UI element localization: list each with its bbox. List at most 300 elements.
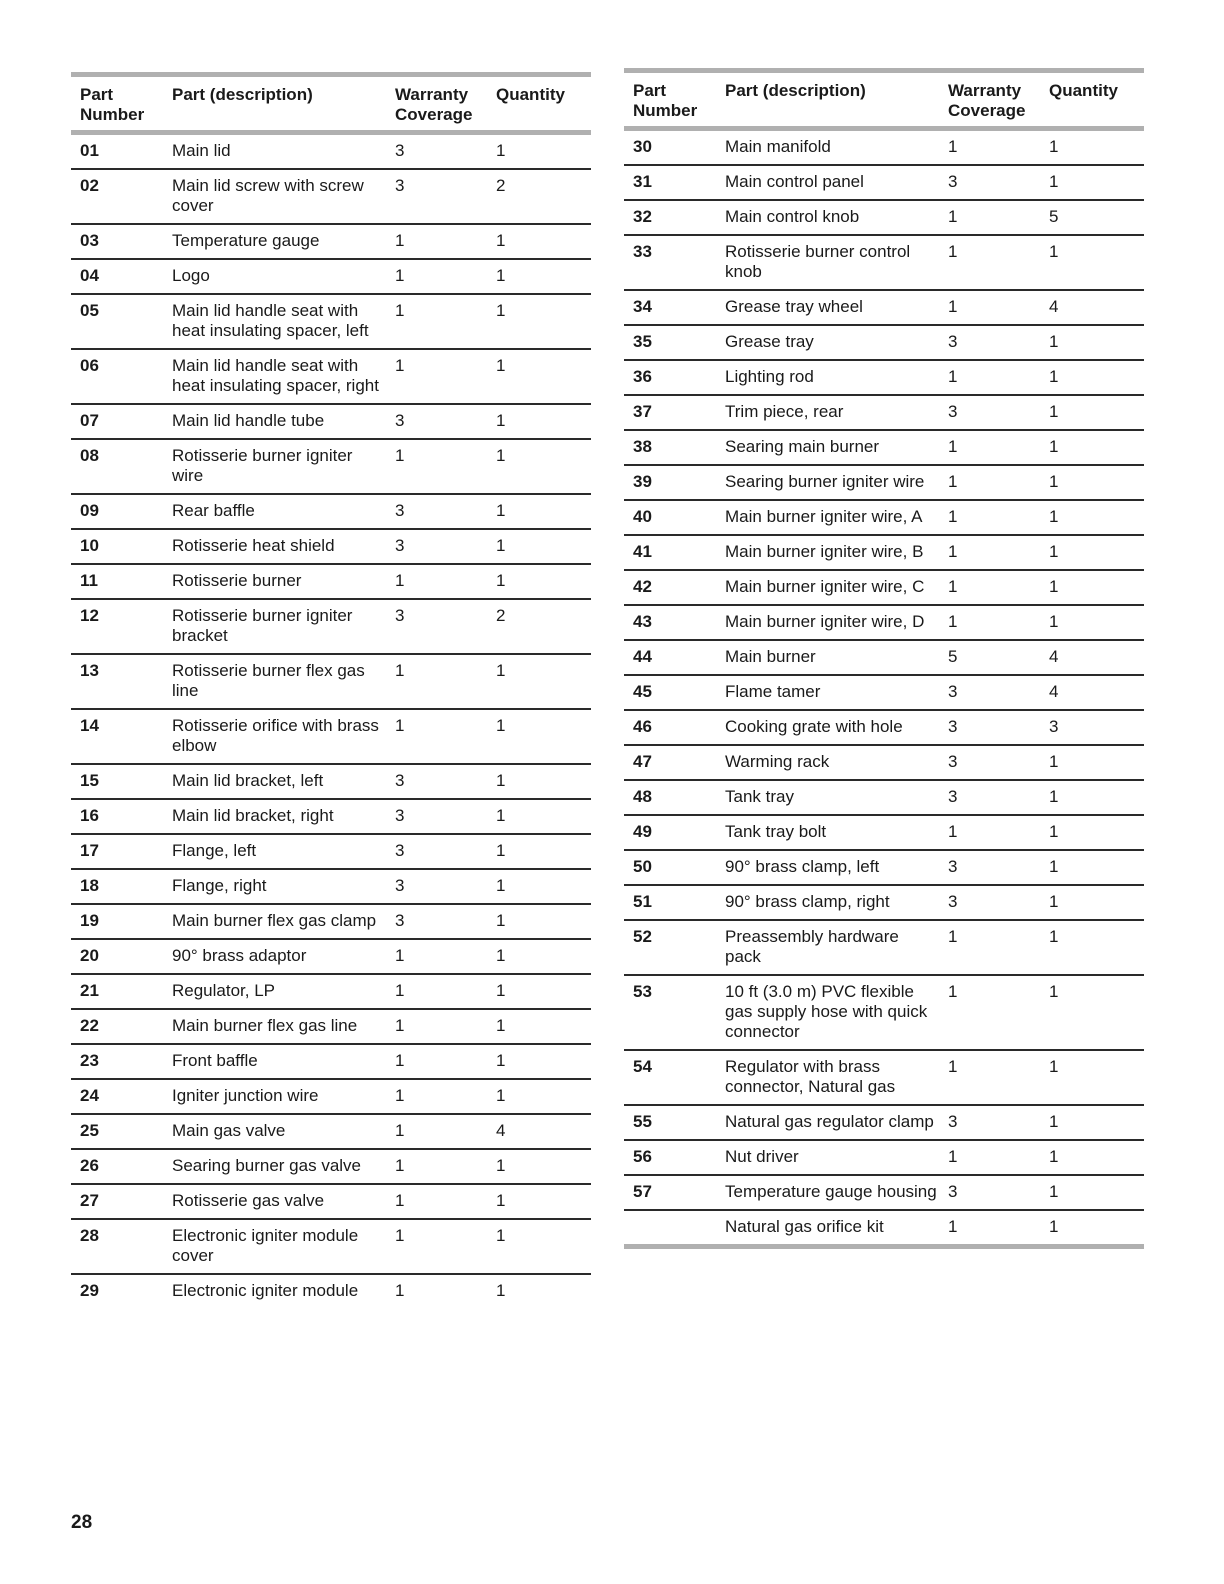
table-row	[624, 850, 1144, 885]
warranty-cell: 1	[939, 605, 1040, 640]
quantity-cell: 4	[1040, 675, 1144, 710]
quantity-cell: 1	[487, 294, 591, 349]
quantity-cell: 1	[1040, 129, 1144, 166]
warranty-cell: 3	[939, 745, 1040, 780]
part-number-cell: 31	[624, 165, 716, 200]
table-row	[71, 764, 591, 799]
warranty-cell: 1	[386, 709, 487, 764]
warranty-cell: 3	[386, 904, 487, 939]
part-number-cell: 53	[624, 975, 716, 1050]
part-description-cell: Tank tray bolt	[716, 815, 939, 850]
warranty-cell: 3	[386, 494, 487, 529]
table-row	[71, 224, 591, 259]
part-description-cell: Regulator, LP	[163, 974, 386, 1009]
part-description-cell: Main burner	[716, 640, 939, 675]
part-number-cell: 55	[624, 1105, 716, 1140]
part-description-cell: Front baffle	[163, 1044, 386, 1079]
part-description-cell: Electronic igniter module	[172, 1281, 359, 1300]
part-description-cell: Warming rack	[716, 745, 939, 780]
warranty-cell: 1	[386, 259, 487, 294]
quantity-cell: 1	[1040, 850, 1144, 885]
part-description-cell: Grease tray	[716, 325, 939, 360]
table-row	[71, 1149, 591, 1184]
table-row	[624, 640, 1144, 675]
part-number-cell: 25	[71, 1114, 163, 1149]
warranty-cell: 1	[386, 439, 487, 494]
quantity-cell: 4	[487, 1114, 591, 1149]
table-row	[624, 780, 1144, 815]
warranty-cell: 1	[939, 290, 1040, 325]
table-row	[624, 570, 1144, 605]
warranty-cell: 3	[386, 404, 487, 439]
quantity-cell: 2	[487, 599, 591, 654]
table-footer-rule	[624, 1244, 1144, 1249]
warranty-cell: 3	[386, 133, 487, 170]
description-header: Part (description)	[725, 81, 866, 100]
warranty-cell: 3	[386, 599, 487, 654]
warranty-cell: 3	[386, 764, 487, 799]
part-number-cell: 49	[624, 815, 716, 850]
quantity-cell: 1	[487, 133, 591, 170]
warranty-cell: 3	[939, 1105, 1040, 1140]
part-number-cell: 35	[624, 325, 716, 360]
table-row	[624, 325, 1144, 360]
table-row	[71, 529, 591, 564]
warranty-cell: 1	[386, 1009, 487, 1044]
warranty-cell: 3	[939, 710, 1040, 745]
part-description-cell: Nut driver	[716, 1140, 939, 1175]
quantity-cell: 1	[487, 764, 591, 799]
part-description-cell: Tank tray	[716, 780, 939, 815]
part-description-cell: Cooking grate with hole	[716, 710, 939, 745]
part-number-cell: 24	[71, 1079, 163, 1114]
table-header-row	[624, 71, 1144, 129]
table-row	[624, 675, 1144, 710]
part-number-cell: 51	[624, 885, 716, 920]
part-number-cell: 28	[71, 1219, 163, 1274]
table-row	[71, 904, 591, 939]
part-description-cell: Natural gas regulator clamp	[716, 1105, 939, 1140]
part-number-cell: 11	[71, 564, 163, 599]
warranty-cell: 5	[939, 640, 1040, 675]
table-row	[71, 1184, 591, 1219]
part-description-cell: Main lid bracket, right	[163, 799, 386, 834]
table-row	[71, 169, 591, 224]
table-row	[71, 294, 591, 349]
part-description-cell: Searing main burner	[716, 430, 939, 465]
table-row	[624, 1140, 1144, 1175]
warranty-cell: 1	[386, 1044, 487, 1079]
table-row	[624, 885, 1144, 920]
part-number-cell: 13	[71, 654, 163, 709]
part-description-cell: Flame tamer	[716, 675, 939, 710]
table-row	[624, 129, 1144, 166]
quantity-cell: 1	[487, 799, 591, 834]
quantity-cell: 1	[487, 869, 591, 904]
quantity-cell: 1	[487, 1044, 591, 1079]
quantity-header: Quantity	[1049, 81, 1118, 100]
table-row	[624, 1210, 1144, 1244]
part-number-cell: 05	[71, 294, 163, 349]
part-description-cell: Trim piece, rear	[716, 395, 939, 430]
part-description-cell: Main lid handle tube	[163, 404, 386, 439]
quantity-cell: 1	[1040, 465, 1144, 500]
quantity-cell: 1	[1040, 430, 1144, 465]
quantity-cell: 1	[1040, 235, 1144, 290]
quantity-cell: 1	[1040, 745, 1144, 780]
part-number-cell: 26	[71, 1149, 163, 1184]
warranty-cell: 1	[386, 1184, 487, 1219]
quantity-cell: 1	[487, 1079, 591, 1114]
part-description-cell: Searing burner igniter wire	[716, 465, 939, 500]
warranty-cell: 1	[386, 224, 487, 259]
quantity-cell: 1	[487, 834, 591, 869]
parts-table-left	[71, 72, 591, 1308]
warranty-cell: 1	[386, 1114, 487, 1149]
quantity-cell: 1	[487, 224, 591, 259]
part-number-cell: 27	[71, 1184, 163, 1219]
description-header: Part (description)	[172, 85, 313, 104]
table-row	[624, 290, 1144, 325]
part-number-cell: 38	[624, 430, 716, 465]
part-description-cell: Rotisserie burner	[163, 564, 386, 599]
table-row	[71, 709, 591, 764]
quantity-cell: 1	[487, 904, 591, 939]
part-number-cell: 54	[624, 1050, 716, 1105]
warranty-cell: 1	[939, 200, 1040, 235]
quantity-cell: 1	[487, 259, 591, 294]
part-description-cell: Electronic igniter module cover	[163, 1219, 386, 1274]
table-row	[71, 869, 591, 904]
part-number-header: Part Number	[80, 85, 145, 124]
table-row	[71, 1009, 591, 1044]
warranty-cell: 3	[939, 1175, 1040, 1210]
table-row	[71, 1079, 591, 1114]
part-number-cell: 06	[71, 349, 163, 404]
warranty-cell: 1	[386, 564, 487, 599]
warranty-cell: 3	[939, 850, 1040, 885]
table-row	[624, 815, 1144, 850]
table-row	[624, 535, 1144, 570]
part-description-cell: Main control knob	[716, 200, 939, 235]
warranty-cell: 1	[939, 129, 1040, 166]
warranty-cell: 1	[386, 974, 487, 1009]
part-description-cell: Main lid handle seat with heat insulating spacer, right	[163, 349, 386, 404]
warranty-cell: 1	[939, 535, 1040, 570]
warranty-cell: 3	[386, 834, 487, 869]
warranty-cell: 3	[939, 675, 1040, 710]
part-number-cell: 08	[71, 439, 163, 494]
table-row	[624, 465, 1144, 500]
quantity-cell: 1	[1049, 1217, 1059, 1236]
quantity-cell: 1	[1040, 1175, 1144, 1210]
quantity-cell: 2	[487, 169, 591, 224]
part-number-cell: 45	[624, 675, 716, 710]
quantity-cell: 1	[487, 439, 591, 494]
part-number-cell: 50	[624, 850, 716, 885]
part-description-cell: Main lid	[163, 133, 386, 170]
quantity-cell: 1	[1040, 605, 1144, 640]
quantity-cell: 1	[1040, 920, 1144, 975]
part-number-cell: 33	[624, 235, 716, 290]
quantity-cell: 1	[1040, 885, 1144, 920]
warranty-cell: 1	[939, 920, 1040, 975]
table-row	[71, 939, 591, 974]
part-number-cell: 22	[71, 1009, 163, 1044]
table-header-row	[71, 75, 591, 133]
table-row	[71, 1274, 591, 1308]
quantity-cell: 1	[487, 494, 591, 529]
part-description-cell: Main burner flex gas clamp	[163, 904, 386, 939]
part-description-cell: 90° brass adaptor	[163, 939, 386, 974]
part-description-cell: Main burner igniter wire, A	[716, 500, 939, 535]
part-description-cell: Main burner igniter wire, D	[716, 605, 939, 640]
part-number-cell: 07	[71, 404, 163, 439]
warranty-cell: 3	[939, 780, 1040, 815]
part-number-cell: 16	[71, 799, 163, 834]
warranty-cell: 3	[939, 885, 1040, 920]
quantity-cell: 1	[487, 1219, 591, 1274]
quantity-cell: 1	[487, 709, 591, 764]
quantity-cell: 1	[487, 1009, 591, 1044]
part-number-cell: 29	[80, 1281, 99, 1300]
part-number-cell: 43	[624, 605, 716, 640]
quantity-cell: 1	[496, 1281, 506, 1300]
part-description-cell: Rotisserie gas valve	[163, 1184, 386, 1219]
table-row	[624, 395, 1144, 430]
part-description-cell: Main burner flex gas line	[163, 1009, 386, 1044]
part-description-cell: Rear baffle	[163, 494, 386, 529]
warranty-cell: 1	[939, 1050, 1040, 1105]
part-number-cell: 17	[71, 834, 163, 869]
part-number-cell: 32	[624, 200, 716, 235]
warranty-cell: 1	[939, 500, 1040, 535]
part-number-cell: 30	[624, 129, 716, 166]
table-row	[624, 165, 1144, 200]
page-number: 28	[71, 1512, 93, 1533]
table-row	[71, 799, 591, 834]
quantity-cell: 1	[1040, 780, 1144, 815]
part-description-cell: Temperature gauge	[163, 224, 386, 259]
part-number-cell: 23	[71, 1044, 163, 1079]
warranty-header: Warranty Coverage	[395, 85, 473, 124]
quantity-cell: 1	[487, 349, 591, 404]
part-number-cell: 48	[624, 780, 716, 815]
quantity-cell: 1	[1040, 325, 1144, 360]
part-number-cell: 41	[624, 535, 716, 570]
part-number-cell: 15	[71, 764, 163, 799]
table-row	[624, 920, 1144, 975]
table-row	[71, 834, 591, 869]
part-number-cell: 19	[71, 904, 163, 939]
part-description-cell: Grease tray wheel	[716, 290, 939, 325]
part-number-cell: 56	[624, 1140, 716, 1175]
quantity-cell: 1	[1040, 165, 1144, 200]
part-description-cell: 10 ft (3.0 m) PVC flexible gas supply hose with quick connector	[716, 975, 939, 1050]
quantity-cell: 1	[1040, 975, 1144, 1050]
quantity-cell: 1	[1040, 1140, 1144, 1175]
part-description-cell: Main lid handle seat with heat insulating spacer, left	[163, 294, 386, 349]
part-number-cell: 37	[624, 395, 716, 430]
warranty-cell: 1	[386, 349, 487, 404]
quantity-cell: 1	[487, 1184, 591, 1219]
table-row	[624, 605, 1144, 640]
part-number-cell: 57	[624, 1175, 716, 1210]
table-row	[71, 259, 591, 294]
part-description-cell: Flange, right	[163, 869, 386, 904]
part-number-cell: 46	[624, 710, 716, 745]
part-number-cell: 47	[624, 745, 716, 780]
part-number-cell: 10	[71, 529, 163, 564]
table-row	[624, 975, 1144, 1050]
warranty-cell: 3	[386, 799, 487, 834]
part-description-cell: Igniter junction wire	[163, 1079, 386, 1114]
table-row	[71, 1219, 591, 1274]
table-row	[624, 235, 1144, 290]
warranty-cell: 3	[386, 869, 487, 904]
warranty-cell: 1	[386, 1149, 487, 1184]
quantity-cell: 1	[487, 974, 591, 1009]
table-row	[71, 1044, 591, 1079]
part-number-cell: 39	[624, 465, 716, 500]
warranty-cell: 1	[939, 975, 1040, 1050]
part-description-cell: Rotisserie burner igniter bracket	[163, 599, 386, 654]
quantity-cell: 1	[1040, 500, 1144, 535]
table-row	[71, 439, 591, 494]
quantity-cell: 1	[1040, 1105, 1144, 1140]
part-description-cell: Rotisserie orifice with brass elbow	[163, 709, 386, 764]
part-number-cell: 03	[71, 224, 163, 259]
quantity-header: Quantity	[496, 85, 565, 104]
part-description-cell: Lighting rod	[716, 360, 939, 395]
table-row	[71, 564, 591, 599]
part-number-cell: 34	[624, 290, 716, 325]
part-number-cell: 52	[624, 920, 716, 975]
table-row	[71, 974, 591, 1009]
warranty-cell: 1	[386, 1219, 487, 1274]
quantity-cell: 1	[487, 404, 591, 439]
part-number-cell: 14	[71, 709, 163, 764]
part-description-cell: Flange, left	[163, 834, 386, 869]
part-description-cell: Main gas valve	[163, 1114, 386, 1149]
warranty-cell: 1	[939, 570, 1040, 605]
quantity-cell: 1	[487, 939, 591, 974]
part-description-cell: Rotisserie burner flex gas line	[163, 654, 386, 709]
warranty-cell: 1	[386, 939, 487, 974]
warranty-cell: 3	[939, 165, 1040, 200]
part-number-cell	[624, 1210, 716, 1244]
table-row	[624, 360, 1144, 395]
quantity-cell: 1	[487, 564, 591, 599]
table-row	[624, 745, 1144, 780]
part-number-cell: 42	[624, 570, 716, 605]
part-number-cell: 20	[71, 939, 163, 974]
quantity-cell: 4	[1040, 290, 1144, 325]
warranty-cell: 3	[386, 169, 487, 224]
part-description-cell: Natural gas orifice kit	[725, 1217, 884, 1236]
warranty-cell: 1	[939, 360, 1040, 395]
quantity-cell: 1	[1040, 535, 1144, 570]
part-number-cell: 21	[71, 974, 163, 1009]
part-description-cell: Main lid screw with screw cover	[163, 169, 386, 224]
warranty-cell: 1	[386, 654, 487, 709]
part-description-cell: Main burner igniter wire, B	[716, 535, 939, 570]
warranty-cell: 1	[386, 1079, 487, 1114]
part-description-cell: Searing burner gas valve	[163, 1149, 386, 1184]
table-row	[71, 494, 591, 529]
quantity-cell: 3	[1040, 710, 1144, 745]
table-row	[624, 1105, 1144, 1140]
warranty-cell: 1	[939, 815, 1040, 850]
part-number-cell: 36	[624, 360, 716, 395]
part-description-cell: Main burner igniter wire, C	[716, 570, 939, 605]
table-row	[624, 430, 1144, 465]
quantity-cell: 1	[1040, 815, 1144, 850]
parts-table-right	[624, 68, 1144, 1249]
quantity-cell: 1	[487, 529, 591, 564]
warranty-cell: 1	[939, 430, 1040, 465]
part-description-cell: 90° brass clamp, right	[716, 885, 939, 920]
part-number-cell: 09	[71, 494, 163, 529]
quantity-cell: 4	[1040, 640, 1144, 675]
quantity-cell: 1	[487, 1149, 591, 1184]
part-description-cell: Rotisserie burner igniter wire	[163, 439, 386, 494]
warranty-cell: 3	[386, 529, 487, 564]
warranty-cell: 3	[939, 325, 1040, 360]
part-description-cell: Main manifold	[716, 129, 939, 166]
table-row	[624, 710, 1144, 745]
table-row	[71, 133, 591, 170]
warranty-cell: 1	[386, 294, 487, 349]
part-number-cell: 40	[624, 500, 716, 535]
part-number-cell: 04	[71, 259, 163, 294]
quantity-cell: 1	[1040, 360, 1144, 395]
warranty-cell: 1	[939, 1140, 1040, 1175]
quantity-cell: 1	[1040, 395, 1144, 430]
part-number-cell: 44	[624, 640, 716, 675]
part-number-cell: 18	[71, 869, 163, 904]
table-row	[624, 1175, 1144, 1210]
table-row	[624, 200, 1144, 235]
part-description-cell: Rotisserie heat shield	[163, 529, 386, 564]
table-row	[624, 500, 1144, 535]
part-number-cell: 02	[71, 169, 163, 224]
part-number-cell: 12	[71, 599, 163, 654]
part-description-cell: Main control panel	[716, 165, 939, 200]
quantity-cell: 5	[1040, 200, 1144, 235]
warranty-header: Warranty Coverage	[948, 81, 1026, 120]
part-number-cell: 01	[71, 133, 163, 170]
table-row	[71, 654, 591, 709]
table-row	[71, 349, 591, 404]
part-description-cell: Rotisserie burner control knob	[716, 235, 939, 290]
warranty-cell: 3	[939, 395, 1040, 430]
warranty-cell: 1	[939, 465, 1040, 500]
table-row	[624, 1050, 1144, 1105]
quantity-cell: 1	[1040, 1050, 1144, 1105]
part-description-cell: Preassembly hardware pack	[716, 920, 939, 975]
warranty-cell: 1	[948, 1217, 958, 1236]
warranty-cell: 1	[939, 235, 1040, 290]
part-description-cell: 90° brass clamp, left	[716, 850, 939, 885]
table-row	[71, 1114, 591, 1149]
quantity-cell: 1	[487, 654, 591, 709]
part-number-header: Part Number	[633, 81, 698, 120]
warranty-cell: 1	[395, 1281, 405, 1300]
part-description-cell: Regulator with brass connector, Natural gas	[716, 1050, 939, 1105]
table-row	[71, 404, 591, 439]
quantity-cell: 1	[1040, 570, 1144, 605]
